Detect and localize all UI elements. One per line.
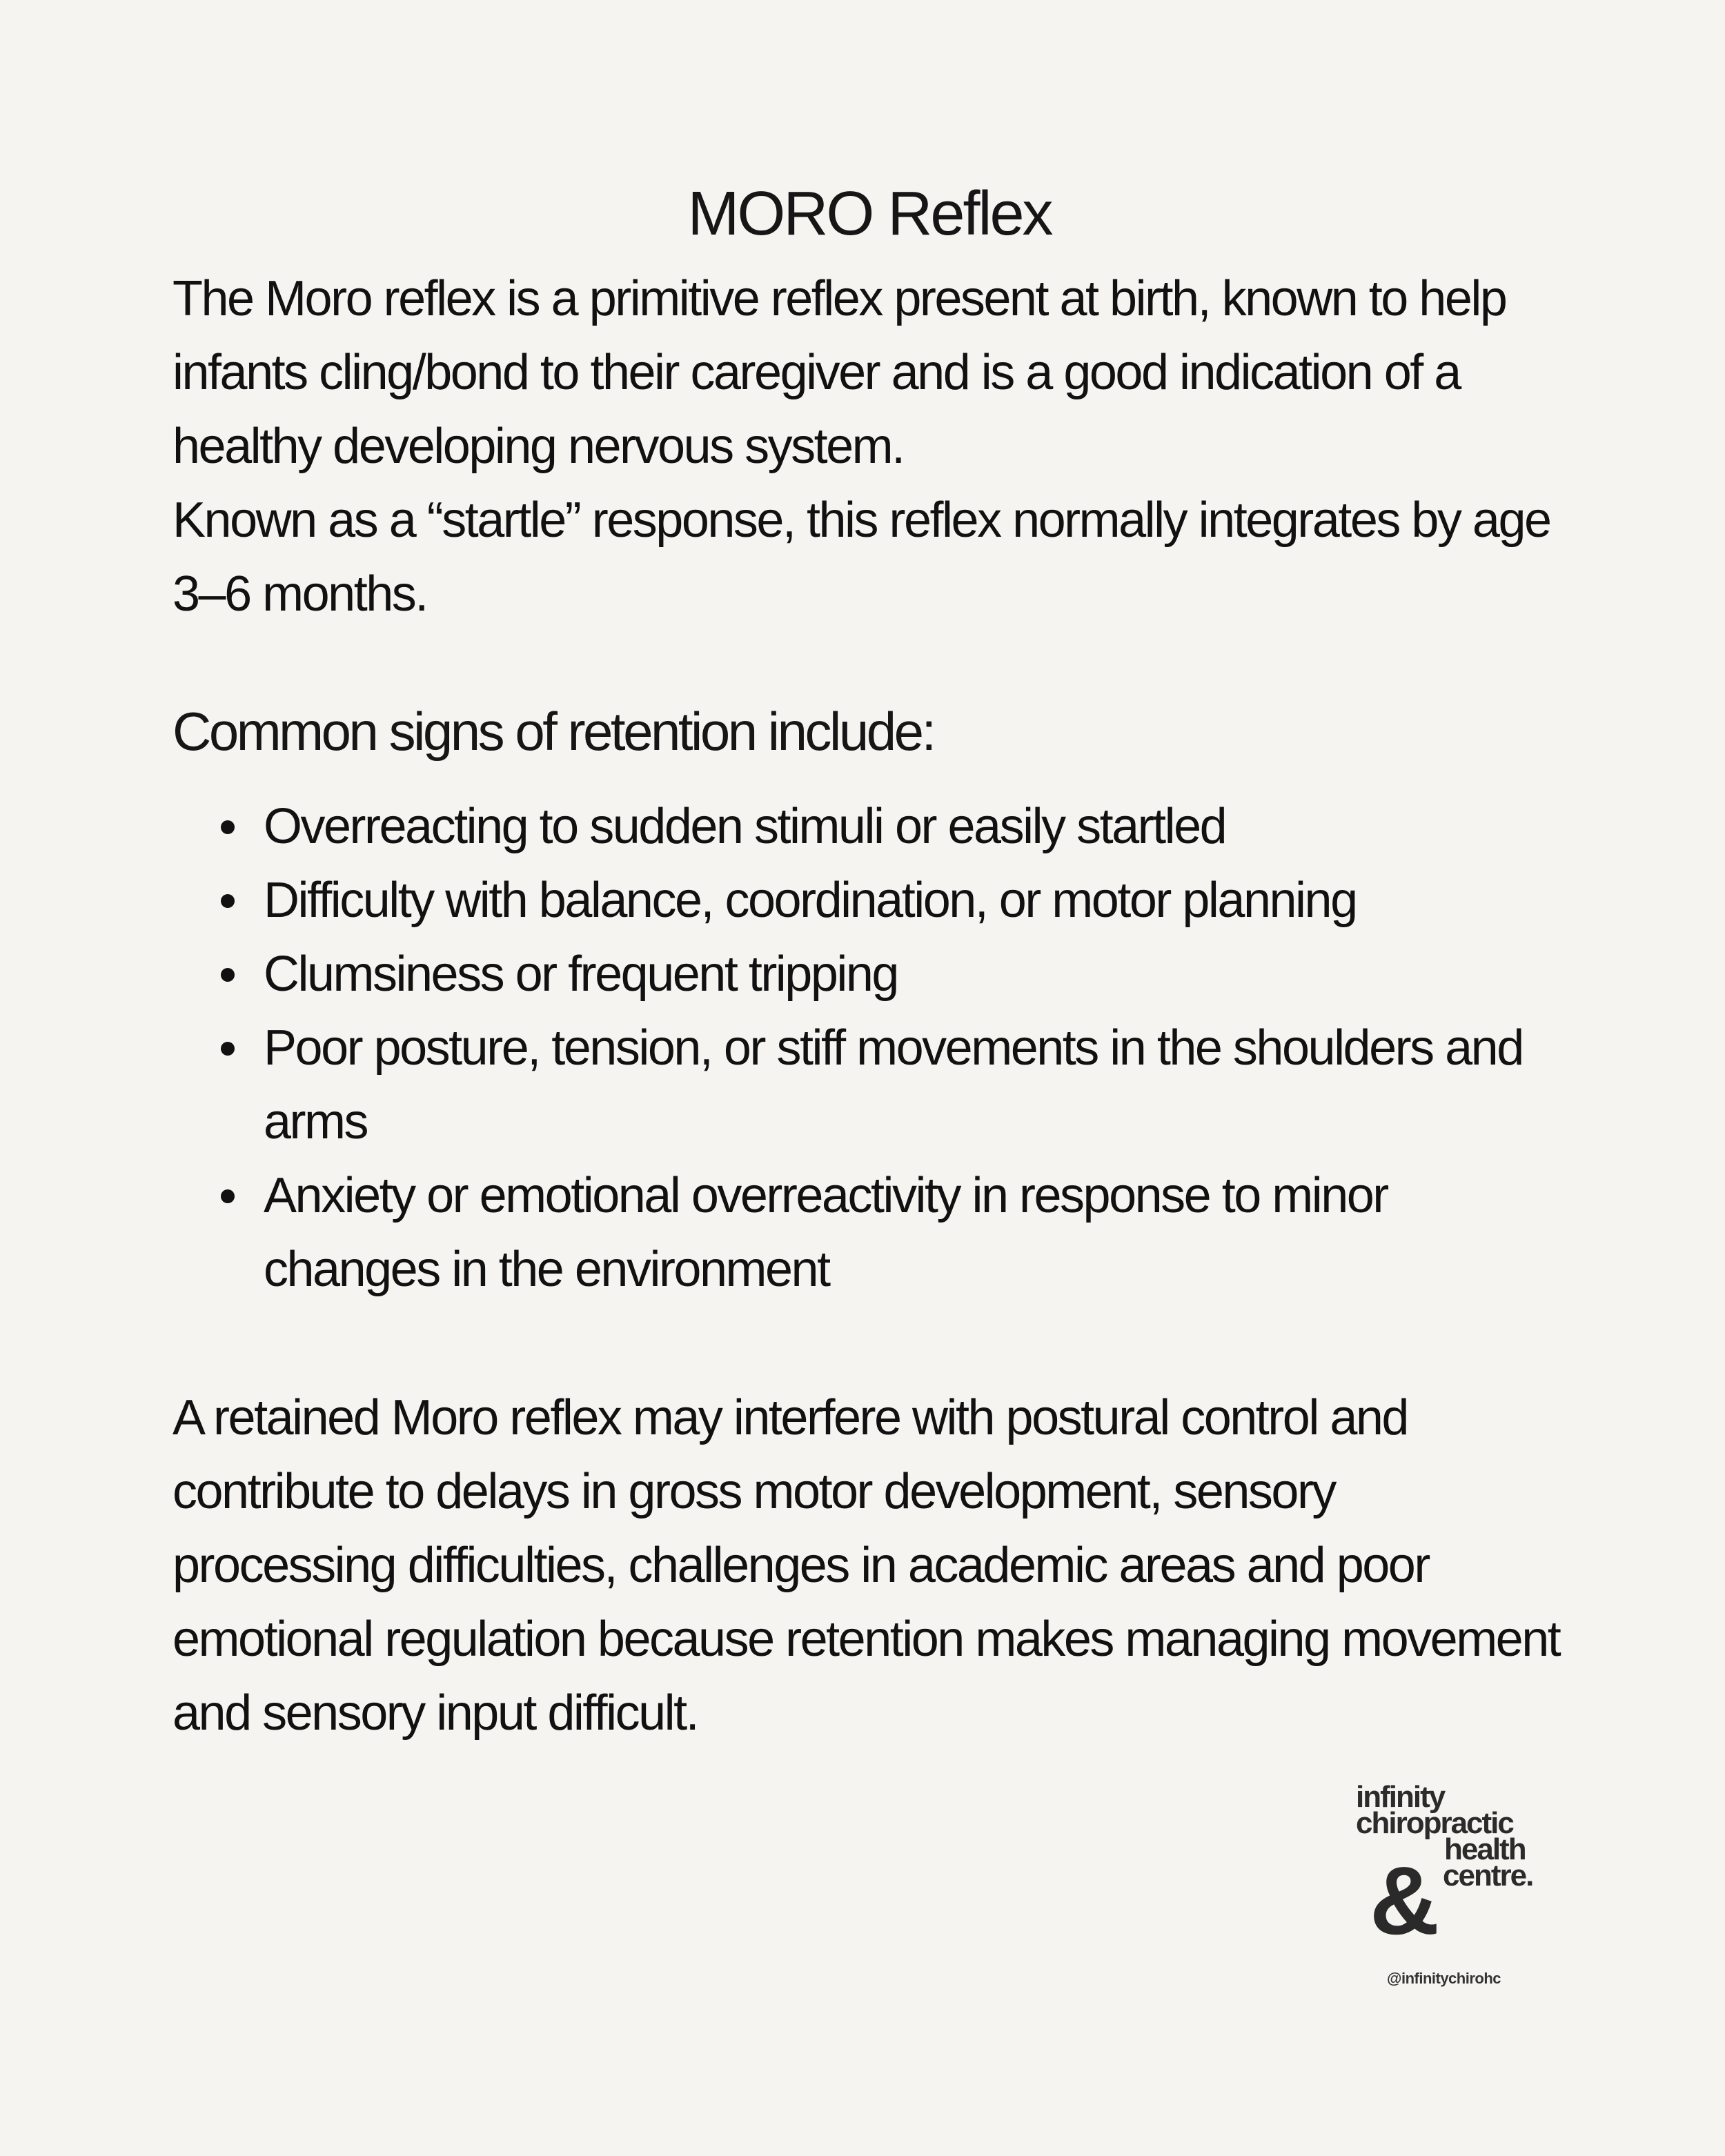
intro-paragraph-2: Known as a “startle” response, this reflex normally integrates by age 3–6 months. <box>172 493 1550 622</box>
bullet-icon <box>221 820 235 834</box>
social-handle: @infinitychirohc <box>1387 1970 1501 1987</box>
list-item-text: Anxiety or emotional overreactivity in response to minor changes in the environment <box>264 1168 1388 1297</box>
content <box>172 172 1566 1750</box>
page-title: MORO Reflex <box>687 179 1052 248</box>
list-item-text: Difficulty with balance, coordination, or motor planning <box>264 873 1357 928</box>
logo-word-infinity: infinity <box>1356 1780 1445 1814</box>
list-item <box>172 1159 1566 1307</box>
closing-paragraph: A retained Moro reflex may interfere with postural control and contribute to delays in gross motor development, sensory processing difficulties, challenges in academic areas and poor emotional regulation because retention makes managing movement and sensory input difficult. <box>172 1390 1560 1741</box>
bullet-icon <box>221 968 235 982</box>
signs-heading: Common signs of retention include: <box>172 701 934 762</box>
list-item-text: Overreacting to sudden stimuli or easily startled <box>264 799 1226 854</box>
list-item <box>172 1011 1566 1159</box>
list-item-text: Poor posture, tension, or stiff movements in the shoulders and arms <box>264 1020 1523 1149</box>
ampersand-icon: & <box>1370 1846 1440 1955</box>
list-item-text: Clumsiness or frequent tripping <box>264 947 898 1002</box>
bullet-icon <box>221 1189 235 1203</box>
signs-list <box>172 790 1566 1307</box>
logo-word-chiropractic: chiropractic <box>1356 1806 1513 1840</box>
bullet-icon <box>221 894 235 908</box>
clinic-logo <box>1356 1780 1563 1955</box>
list-item <box>172 790 1566 864</box>
logo-word-health: health <box>1444 1832 1526 1866</box>
list-item <box>172 938 1566 1011</box>
bullet-icon <box>221 1042 235 1056</box>
intro-paragraph: The Moro reflex is a primitive reflex present at birth, known to help infants cling/bond to their caregiver and is a good indication of a healthy developing nervous system. <box>172 271 1506 474</box>
list-item <box>172 864 1566 938</box>
logo-word-centre: centre. <box>1443 1859 1533 1892</box>
